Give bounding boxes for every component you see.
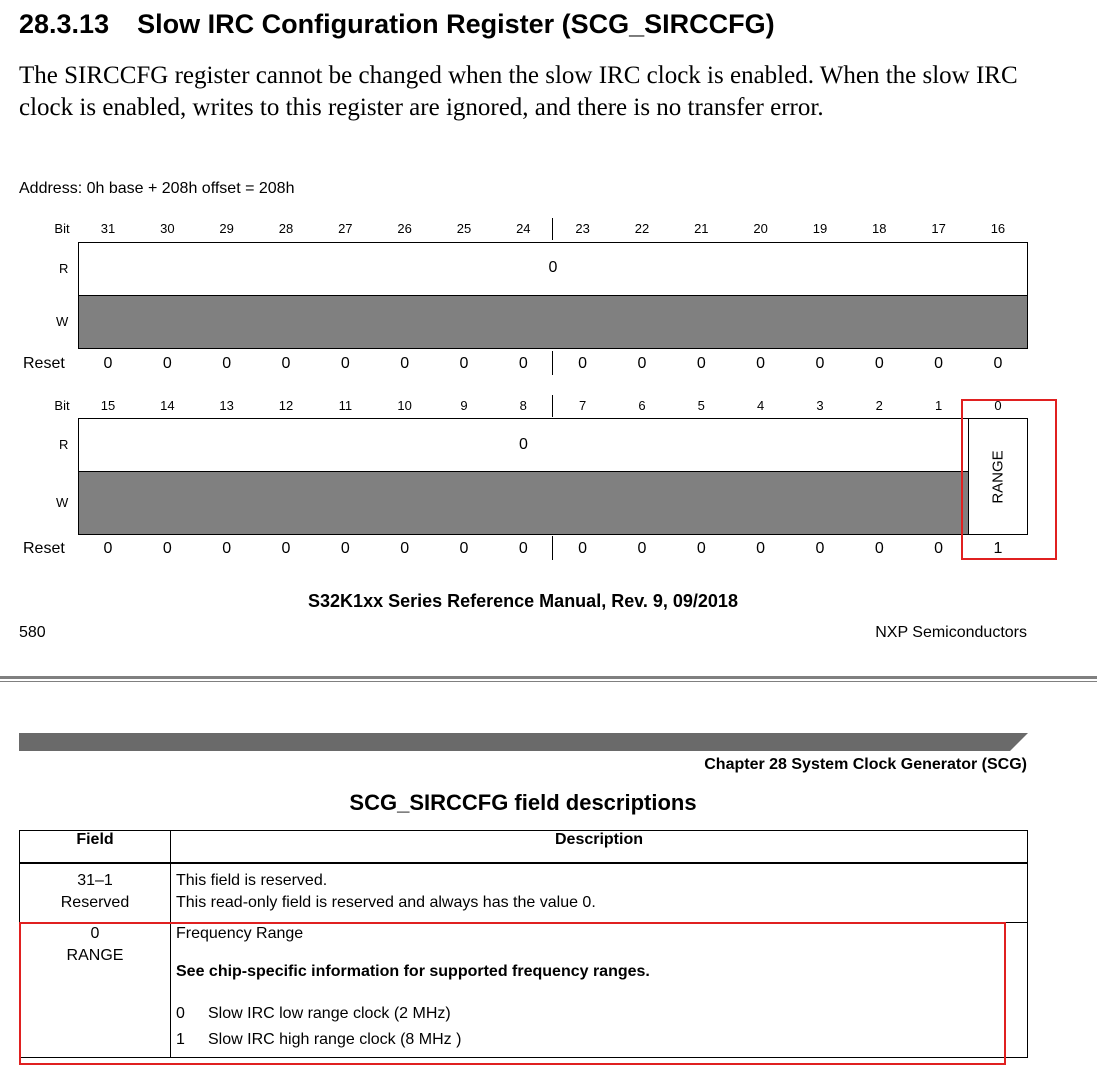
page-separator xyxy=(0,676,1097,679)
bit-number: 22 xyxy=(634,221,650,236)
manual-footer-title: S32K1xx Series Reference Manual, Rev. 9, 09/2018 xyxy=(308,591,738,611)
field-column-header: Field xyxy=(20,831,171,864)
reset-value: 0 xyxy=(103,540,113,557)
bit-number: 20 xyxy=(753,221,768,236)
bit-number: 0 xyxy=(994,398,1002,413)
bit-number: 2 xyxy=(875,398,883,413)
company-name: NXP Semiconductors xyxy=(875,624,1027,641)
bit-number: 3 xyxy=(816,398,824,413)
reset-value: 0 xyxy=(934,540,944,557)
bit-number: 7 xyxy=(579,398,587,413)
range-row-highlight-box xyxy=(19,922,1006,1065)
reset-value: 0 xyxy=(400,355,410,372)
section-heading xyxy=(19,9,775,40)
option-text: Slow IRC low range clock (2 MHz) xyxy=(208,1005,451,1022)
bit-number: 21 xyxy=(694,221,709,236)
reset-value: 0 xyxy=(281,355,291,372)
reset-row-label: Reset xyxy=(23,355,65,372)
reset-value: 0 xyxy=(578,540,588,557)
reset-value: 0 xyxy=(340,540,350,557)
table-row xyxy=(20,863,1028,923)
upper-write-field xyxy=(78,295,1028,349)
description-line: Frequency Range xyxy=(176,925,304,942)
lower-write-field xyxy=(78,471,969,535)
reset-value: 0 xyxy=(934,355,944,372)
reset-value: 0 xyxy=(518,540,528,557)
page-number: 580 xyxy=(19,624,46,641)
option-text: Slow IRC high range clock (8 MHz ) xyxy=(208,1031,462,1048)
bit-row-label: Bit xyxy=(54,221,70,236)
range-field-label: RANGE xyxy=(989,450,1007,504)
option-value: 1 xyxy=(176,1031,185,1048)
reset-value: 0 xyxy=(637,355,647,372)
reset-value: 0 xyxy=(696,355,706,372)
reset-value: 0 xyxy=(637,540,647,557)
bit-number: 31 xyxy=(100,221,116,236)
byte-divider xyxy=(552,218,553,240)
intro-paragraph: The SIRCCFG register cannot be changed when the slow IRC clock is enabled. When the slow IRC clock is enabled, writes to this register are ignored, and there is no transfer error. xyxy=(19,62,1018,121)
reset-value: 0 xyxy=(578,355,588,372)
reset-value: 0 xyxy=(340,355,350,372)
bit-number: 17 xyxy=(931,221,946,236)
bit-row-label: Bit xyxy=(54,398,70,413)
lower-read-value: 0 xyxy=(519,436,528,453)
bit-number: 28 xyxy=(278,221,294,236)
reset-value: 1 xyxy=(993,540,1003,557)
bit-number: 4 xyxy=(757,398,765,413)
upper-read-value: 0 xyxy=(548,259,558,276)
bit-number: 9 xyxy=(460,398,468,413)
reset-value: 0 xyxy=(756,540,766,557)
bit-number: 29 xyxy=(219,221,234,236)
field-cell xyxy=(20,863,171,923)
section-title: Slow IRC Configuration Register (SCG_SIRCCFG) xyxy=(137,9,775,39)
chapter-title: Chapter 28 System Clock Generator (SCG) xyxy=(704,756,1027,773)
field-bits: 31–1 xyxy=(77,872,113,889)
bit-number: 6 xyxy=(638,398,646,413)
field-name: Reserved xyxy=(60,894,130,911)
section-number: 28.3.13 xyxy=(19,9,110,39)
bit-number: 13 xyxy=(219,398,234,413)
bit-number: 1 xyxy=(934,398,943,413)
reset-value: 0 xyxy=(815,540,825,557)
reset-value: 0 xyxy=(103,355,113,372)
table-header-row xyxy=(20,831,1028,864)
byte-divider xyxy=(552,536,553,560)
reset-value: 0 xyxy=(400,540,410,557)
reset-value: 0 xyxy=(222,355,232,372)
description-note: See chip-specific information for supported frequency ranges. xyxy=(176,963,650,980)
reset-row-label: Reset xyxy=(23,540,65,557)
bit-number: 16 xyxy=(990,221,1006,236)
reset-value: 0 xyxy=(222,540,232,557)
reset-value: 0 xyxy=(459,355,469,372)
table-title: SCG_SIRCCFG field descriptions xyxy=(349,790,697,815)
field-name: RANGE xyxy=(66,947,124,964)
description-line: This read-only field is reserved and always has the value 0. xyxy=(176,894,596,911)
reset-value: 0 xyxy=(815,355,825,372)
bit-number: 24 xyxy=(516,221,531,236)
bit-number: 23 xyxy=(575,221,590,236)
bit-number: 11 xyxy=(338,398,353,413)
bit-number: 14 xyxy=(160,398,175,413)
option-value: 0 xyxy=(176,1005,185,1022)
description-column-header: Description xyxy=(171,831,1028,864)
chapter-header-bar xyxy=(19,733,1029,751)
bit-number: 5 xyxy=(697,398,705,413)
description-cell xyxy=(171,863,1028,923)
reset-value: 0 xyxy=(518,355,528,372)
bit-number: 12 xyxy=(278,398,294,413)
bit-number: 30 xyxy=(160,221,175,236)
bit-number: 8 xyxy=(519,398,527,413)
byte-divider xyxy=(552,395,553,417)
bit-number: 25 xyxy=(456,221,472,236)
reset-value: 0 xyxy=(459,540,469,557)
field-bits: 0 xyxy=(90,925,100,942)
reset-value: 0 xyxy=(874,540,884,557)
reset-value: 0 xyxy=(756,355,766,372)
bit-number: 10 xyxy=(397,398,412,413)
bit-number: 15 xyxy=(100,398,116,413)
write-row-label: W xyxy=(56,495,69,510)
read-row-label: R xyxy=(59,437,69,452)
read-row-label: R xyxy=(59,261,69,276)
description-line: This field is reserved. xyxy=(176,872,328,889)
upper-read-field xyxy=(78,242,1028,296)
reset-value: 0 xyxy=(162,355,172,372)
reset-value: 0 xyxy=(874,355,884,372)
bit-number: 18 xyxy=(872,221,887,236)
reset-value: 0 xyxy=(696,540,706,557)
range-highlight-box xyxy=(961,399,1057,560)
bit-number: 27 xyxy=(338,221,353,236)
reset-value: 0 xyxy=(993,355,1003,372)
register-address: Address: 0h base + 208h offset = 208h xyxy=(19,180,295,197)
byte-divider xyxy=(552,351,553,375)
reset-value: 0 xyxy=(162,540,172,557)
page-separator-thin xyxy=(0,681,1097,682)
bit-number: 26 xyxy=(397,221,412,236)
lower-read-field xyxy=(78,418,969,472)
write-row-label: W xyxy=(56,314,69,329)
bit-number: 19 xyxy=(812,221,828,236)
reset-value: 0 xyxy=(281,540,291,557)
